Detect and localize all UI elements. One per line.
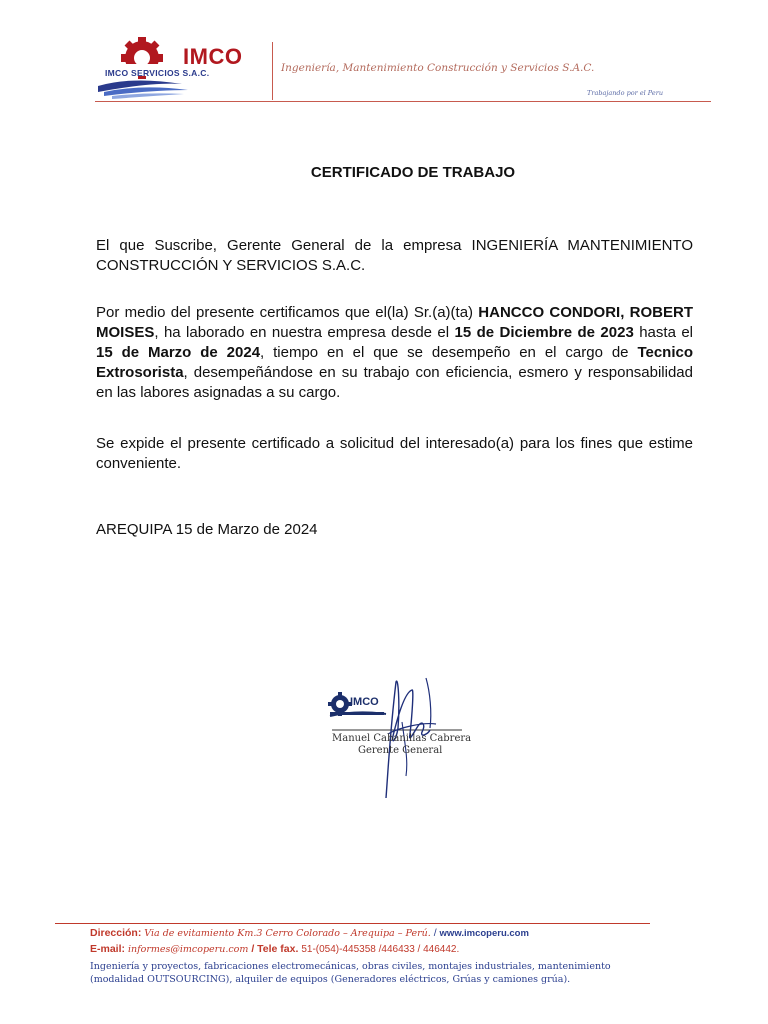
email-label: E-mail:	[90, 943, 126, 955]
document-title-text: CERTIFICADO DE TRABAJO	[310, 164, 516, 181]
cert-text-d: , tiempo en el que se desempeño en el cargo de	[260, 344, 638, 361]
telefax-label: / Tele fax.	[251, 943, 299, 955]
address-text: Via de evitamiento Km.3 Cerro Colorado – Arequipa – Perú.	[144, 928, 431, 939]
company-slogan: Trabajando por el Peru	[587, 89, 664, 97]
company-tagline: Ingeniería, Mantenimiento Construcción y Servicios S.A.C.	[281, 62, 595, 74]
paragraph-purpose: Se expide el presente certificado a solicitud del interesado(a) para los fines que estime conveniente.	[96, 435, 693, 472]
cert-text-a: Por medio del presente certificamos que el(la) Sr.(a)(ta)	[96, 304, 479, 321]
employee-name: HANCCO CONDORI, ROBERT MOISES	[96, 304, 693, 341]
website-link[interactable]: www.imcoperu.com	[439, 928, 529, 939]
start-date: 15 de Diciembre de 2023	[454, 324, 634, 341]
signer-name: Manuel Cabanillas Cabrera	[332, 733, 472, 744]
email-link[interactable]: informes@imcoperu.com	[127, 944, 249, 955]
footer-contact-line	[90, 943, 459, 955]
job-role: Tecnico Extrosorista	[96, 344, 694, 381]
company-logo	[92, 36, 270, 102]
address-label: Dirección:	[90, 927, 142, 939]
paragraph-intro: El que Suscribe, Gerente General de la empresa INGENIERÍA MANTENIMIENTO CONSTRUCCIÓN Y SERVICIOS S.A.C.	[96, 237, 693, 274]
logo-subtitle: IMCO SERVICIOS S.A.C.	[105, 68, 210, 78]
logo-wordmark: IMCO	[183, 44, 243, 69]
document-title	[0, 164, 768, 181]
paragraph-certification	[96, 303, 693, 403]
header-divider	[272, 42, 273, 100]
stamp-wordmark: IMCO	[350, 696, 379, 708]
footer-separator: /	[433, 927, 437, 939]
signer-title: Gerente General	[358, 745, 443, 756]
place-and-date: AREQUIPA 15 de Marzo de 2024	[96, 521, 318, 538]
header-rule	[95, 101, 711, 102]
cert-text-e: , desempeñándose en su trabajo con eficiencia, esmero y responsabilidad en las labores asignadas a su cargo.	[96, 364, 693, 401]
footer-services: Ingeniería y proyectos, fabricaciones electromecánicas, obras civiles, montajes industriales, mantenimiento (modalidad OUTSOURCING), alquiler de equipos (Generadores eléctricos, Grúas y camiones grúa).	[90, 961, 611, 985]
letterhead	[0, 0, 768, 110]
footer-address-line	[90, 927, 529, 939]
cert-text-c: hasta el	[633, 324, 693, 341]
phone-numbers: 51-(054)-445358 /446433 / 446442.	[301, 944, 460, 955]
footer-rule	[55, 923, 650, 924]
cert-text-b: , ha laborado en nuestra empresa desde el	[154, 324, 455, 341]
end-date: 15 de Marzo de 2024	[96, 344, 261, 361]
